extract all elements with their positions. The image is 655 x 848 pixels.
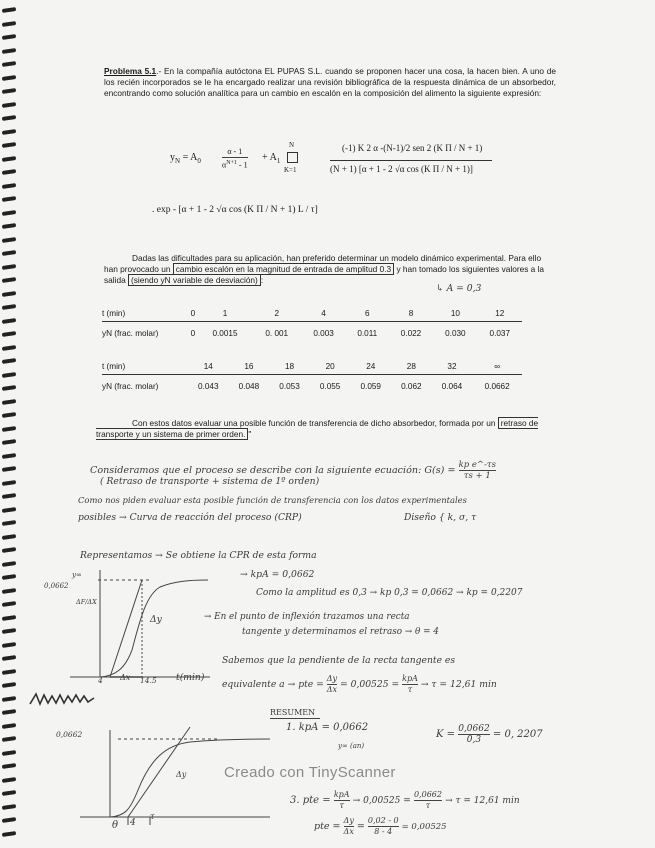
spiral-hole [2, 682, 16, 688]
spiral-hole [2, 169, 16, 175]
spiral-hole [2, 7, 16, 13]
graph-y-value: 0,0662 [44, 582, 69, 590]
note-line-11: equivalente a → pte = $\frac{\Delta y}{\Delta x}$ = 0,00525 = $\frac{\text{kpA}}{\tau}$ → τ = 12,61 min [222, 674, 497, 694]
design-note: Diseño { k, σ, τ [404, 512, 477, 523]
problem-statement [104, 66, 556, 100]
spiral-hole [2, 75, 16, 81]
spiral-hole [2, 183, 16, 189]
spiral-hole [2, 561, 16, 567]
spiral-hole [2, 669, 16, 675]
scribble-mark [28, 690, 98, 708]
sum-symbol [287, 152, 298, 163]
spiral-hole [2, 385, 16, 391]
equation-frac2-num: (-1) K 2 α -(N-1)/2 sen 2 (K Π / N + 1) [342, 143, 483, 153]
spiral-hole [2, 628, 16, 634]
spiral-hole [2, 466, 16, 472]
spiral-hole [2, 264, 16, 270]
graph-x145: 14.5 [140, 676, 157, 685]
note-line-3: Como nos piden evaluar esta posible función de transferencia con los datos experimentales [78, 495, 467, 505]
spiral-hole [2, 493, 16, 499]
spiral-hole [2, 439, 16, 445]
note-line-10: Sabemos que la pendiente de la recta tangente es [222, 655, 456, 666]
spiral-hole [2, 412, 16, 418]
spiral-hole [2, 331, 16, 337]
spiral-hole [2, 534, 16, 540]
resumen-k: K = $\frac{0,0662}{0,3}$ = 0, 2207 [436, 724, 543, 745]
equation-a1: + $A_1$ [262, 152, 281, 165]
spiral-hole [2, 399, 16, 405]
spiral-hole [2, 777, 16, 783]
spiral-hole [2, 790, 16, 796]
graph-dx: Δx [120, 673, 131, 682]
spiral-hole [2, 277, 16, 283]
spiral-hole [2, 250, 16, 256]
spiral-hole [2, 655, 16, 661]
notebook-spiral [0, 0, 22, 848]
spiral-hole [2, 453, 16, 459]
spiral-hole [2, 291, 16, 297]
graph2-4: 4 [130, 818, 136, 828]
spiral-hole [2, 48, 16, 54]
conclusion-paragraph: Con estos datos evaluar una posible función de transferencia de dicho absorbedor, formada por un retraso de transporte y un sistema de primer orden. " [96, 418, 539, 440]
sum-bottom: K=1 [284, 166, 297, 174]
graph-x4: 4 [98, 676, 103, 685]
note-line-8: → En el punto de inflexión trazamos una recta [204, 612, 410, 622]
graph2-theta: θ [112, 820, 119, 831]
spiral-hole [2, 696, 16, 702]
amplitude-note: ↳ A = 0,3 [436, 283, 482, 294]
note-line-7: Como la amplitud es 0,3 → kp 0,3 = 0,0662 → kp = 0,2207 [256, 588, 523, 598]
table-row: yN (frac. molar) 0.043 0.048 0.053 0.055 0.059 0.062 0.064 0.0662 [102, 375, 522, 399]
spiral-hole [2, 507, 16, 513]
spiral-hole [2, 358, 16, 364]
graph-y-label: y∞ [72, 571, 82, 579]
spiral-hole [2, 34, 16, 40]
spiral-hole [2, 129, 16, 135]
spiral-hole [2, 547, 16, 553]
equation-exp-line: . exp - [α + 1 - 2 √α cos (K Π / N + 1) L / τ] [152, 205, 318, 215]
spiral-hole [2, 304, 16, 310]
spiral-hole [2, 709, 16, 715]
graph-dy: Δy [150, 614, 162, 625]
spiral-hole [2, 817, 16, 823]
table-row: t (min) 14 16 18 20 24 28 32 ∞ [102, 361, 501, 371]
spiral-hole [2, 723, 16, 729]
spiral-hole [2, 520, 16, 526]
problem-title: Problema 5.1 [104, 66, 157, 76]
spiral-hole [2, 156, 16, 162]
spiral-hole [2, 21, 16, 27]
spiral-hole [2, 210, 16, 216]
graph2-tau: τ [150, 812, 155, 821]
spiral-hole [2, 426, 16, 432]
spiral-hole [2, 736, 16, 742]
table-row: t (min) 0 1 2 4 6 8 10 12 [102, 308, 505, 318]
resumen-4: pte = $\frac{\Delta y}{\Delta x}$ = $\frac{0,02 - 0}{8 - 4}$ = 0,00525 [314, 816, 447, 836]
note-line-5: Representamos → Se obtiene la CPR de esta forma [80, 550, 317, 561]
spiral-hole [2, 574, 16, 580]
spiral-hole [2, 642, 16, 648]
note-line-2: ( Retraso de transporte + sistema de 1º orden) [100, 476, 320, 487]
spiral-hole [2, 480, 16, 486]
note-line-9: tangente y determinamos el retraso → θ = 4 [242, 627, 439, 637]
graph2-dy: Δy [176, 770, 187, 779]
graph2-y-value: 0,0662 [56, 730, 83, 739]
spiral-hole [2, 750, 16, 756]
spiral-hole [2, 88, 16, 94]
frac2-bar [330, 160, 492, 161]
spiral-hole [2, 372, 16, 378]
spiral-hole [2, 588, 16, 594]
spiral-hole [2, 196, 16, 202]
note-line-6: → kpA = 0,0662 [240, 569, 315, 580]
resumen-1: 1. kpA = 0,0662 [286, 722, 369, 733]
equation-frac2-den: (N + 1) [α + 1 - 2 √α cos (K Π / N + 1)] [330, 164, 473, 174]
resumen-3: 3. pte = $\frac{\text{kpA}}{\tau}$ → 0,00525 = $\frac{0,0662}{\tau}$ → τ = 12,61 min [290, 790, 520, 810]
note-line-1: Consideramos que el proceso se describe con la siguiente ecuación: G(s) = $\frac{\text{kp e\textasciicircum{}-τs}}{\tau s + 1}$ [90, 460, 496, 481]
equation-lhs: $y_N = A_0$ [170, 152, 201, 165]
data-table-2 [102, 358, 522, 399]
spiral-hole [2, 345, 16, 351]
problem-text: .- En la compañía autóctona EL PUPAS S.L. cuando se proponen hacer una cosa, la hacen bien. A uno de los recién incorporados se le ha encargado realizar una revisión bibliográfica de la respuesta dinámica de un absorbedor, encontrando como solución analítica para un cambio en escalón en la composición del alimento la siguiente expresión: [104, 66, 556, 99]
equation-frac1: $\frac{\alpha - 1}{\alpha^{N+1} - 1}$ [222, 147, 248, 170]
resumen-title: RESUMEN [270, 708, 316, 717]
spiral-hole [2, 318, 16, 324]
spiral-hole [2, 615, 16, 621]
spiral-hole [2, 831, 16, 837]
spiral-hole [2, 223, 16, 229]
note-line-4: posibles → Curva de reacción del proceso (CRP) [78, 512, 302, 523]
spiral-hole [2, 601, 16, 607]
resumen-1-sub: y∞ (an) [338, 742, 365, 750]
graph-t-label: t(min) [176, 672, 205, 683]
spiral-hole [2, 804, 16, 810]
sum-top: N [289, 141, 295, 149]
spiral-hole [2, 237, 16, 243]
table-row: yN (frac. molar) 0 0.0015 0. 001 0.003 0.011 0.022 0.030 0.037 [102, 322, 522, 346]
spiral-hole [2, 102, 16, 108]
spiral-hole [2, 142, 16, 148]
intro-paragraph: Dadas las dificultades para su aplicación, han preferido determinar un modelo dinámico experimental. Para ello han provocado un cambio escalón en la magnitud de entrada de amplitud 0.3 y han tomado los siguientes valores a la salida (siendo yN variable de desviación) : [104, 253, 545, 286]
graph-ratio: ΔF/ΔX [76, 598, 97, 606]
spiral-hole [2, 115, 16, 121]
spiral-hole [2, 61, 16, 67]
spiral-hole [2, 763, 16, 769]
scanner-watermark: Creado con TinyScanner [224, 764, 396, 781]
data-table-1 [102, 305, 522, 346]
resumen-underline [270, 718, 320, 719]
